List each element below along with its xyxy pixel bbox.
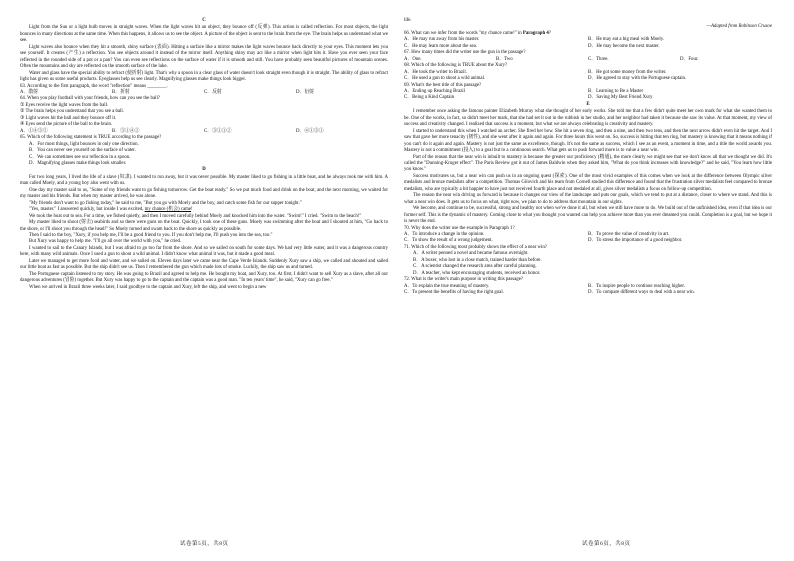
- passage-d-paragraph: For two long years, I lived the life of a slave (奴隶). I wanted to run away, but it was never possible. My master liked to go fishing in a little boat, and he always took me with him. A man called Moely, and a young boy also went with us.: [20, 174, 388, 187]
- section-c-heading: C: [202, 18, 206, 23]
- passage-d-paragraph: One day my master said to us, "Some of my friends want to go fishing tomorrow. Get the boat ready." So we put much food and drink on the boat, and the next morning, we waited for my master and his friends. But when my master arrived, he was alone.: [20, 187, 388, 200]
- question-text: 66. What can we infer from the words "my chance came!" in: [404, 30, 523, 36]
- question-67: 67. How many times did the writer use the gun in the passage?: [404, 50, 526, 56]
- question-64-step: ② The brain helps you understand that you see a ball.: [20, 109, 124, 115]
- option[interactable]: A．To explain the true meaning of mastery.: [404, 283, 490, 289]
- question-64-step: ④ Eyes send the picture of the ball to the brain.: [20, 122, 113, 128]
- option[interactable]: A．A writer penned a novel and became famous overnight.: [413, 251, 529, 257]
- option[interactable]: B．Two: [496, 56, 513, 62]
- passage-source: —Adapted from Robinson Crusoe: [706, 24, 772, 30]
- passage-d-paragraph: I wanted to sail to the Canary Islands, but I was afraid to go too far from the shore. And so we sailed on south for some days. We had very little water, and it was a dangerous country here, with many wild animals. Once I used a gun to shoot a wild animal. I didn't know what animal it was, but it made a good meal.: [20, 245, 388, 258]
- option[interactable]: B．③①④②: [112, 128, 140, 134]
- option[interactable]: B．To prove the value of creativity in art.: [588, 231, 670, 237]
- option[interactable]: B．He may eat a big meal with Moely.: [588, 37, 665, 43]
- option[interactable]: D．④①③①: [296, 128, 324, 134]
- option[interactable]: D．衍射: [296, 89, 315, 95]
- option[interactable]: B．折射: [112, 89, 130, 95]
- option[interactable]: C．Being a Kind Captain: [404, 95, 455, 101]
- option[interactable]: C．反射: [204, 89, 222, 95]
- question-71: 71. Which of the following most probably shows the effect of a near win?: [404, 244, 547, 250]
- option[interactable]: A．For most things, light bounces in only one direction.: [29, 141, 139, 147]
- question-65: 65. Which of the following statement is TRUE according to the passage?: [20, 135, 162, 141]
- question-65-options: [20, 142, 388, 168]
- section-e-heading: E: [586, 101, 590, 107]
- question-70-options: [404, 232, 772, 245]
- paragraph-text: !: [191, 207, 193, 213]
- option[interactable]: B．Learning to Be a Master: [588, 88, 644, 94]
- passage-e-paragraph: I started to understand this when I watched an archer. She fired her bow. She hit a seven ring, and then a nine, and then two tens, and then the next arrow didn't even hit the target. And I saw that gave her more tenacity (韧性), and she went after it again and again. For three hours this went on. So, success is hitting that ten ring, but mastery is knowing that it means nothing if you can't do it again and again. Mastery is not just the same as excellence, though. It's not the same as success, which I see as an event, a moment in time, and a title the world awards you. Mastery is not a commitment (投入) to a goal but to a continuous search. What gets us to push forward more is to value a near win.: [404, 128, 772, 154]
- question-68-options: [404, 70, 772, 83]
- question-64: 64. When you play football with your friends, how can you see the ball?: [20, 96, 160, 102]
- question-63: 63. According to the first paragraph, the word "reflection" means ________.: [20, 83, 168, 89]
- passage-e-paragraph: Success motivates us, but a near win can push us in an ongoing quest (探索). One of the most vivid examples of this comes when we look at the difference between Olympic silver medalists and bronze medalists after a competition. Thomas Gilovich and his team from Cornell studied this difference and found that the frustration silver medalists feel compared to bronze medalists, who are typically a bit happier to have just not received fourth place and not medaled at all, gives silver medalists a focus on follow-up competition.: [404, 173, 772, 192]
- option[interactable]: B．A boxer, who lost in a close match, trained harder than before.: [413, 257, 542, 263]
- passage-e-paragraph: Part of the reason that the near win is inbuilt to mastery is because the greater our proficiency (精通), the more clearly we might see that we don't know all that we thought we did. It's called the "Dunning-Kruger effect". The Paris Review got it out of James Baldwin when they asked him, "What do you think increases with knowledge?" and he said, "You learn how little you know.": [404, 154, 772, 173]
- passage-d-paragraph: When we arrived in Brazil three weeks later, I said goodbye to the captain and Xury, left the ship, and went to begin a new: [29, 284, 267, 290]
- passage-d-paragraph: My master liked to shoot (射击) seabirds and so there were guns on the boat. Quickly, I took one of these guns. Moely was swimming after the boat and I shouted at him, "Go back to the shore, or I'll shoot you through the head!" So Moely turned and swam back to the shore as quickly as possible.: [20, 220, 388, 232]
- question-69: 69. What's the best title of this passage?: [404, 82, 482, 88]
- question-72: 72. What is the writer's main purpose in writing this passage?: [404, 277, 524, 283]
- option[interactable]: B．He got some money from the writer.: [588, 69, 667, 75]
- page-footer-left: 试卷第5页，共8页: [180, 541, 229, 547]
- passage-c-paragraph-2: Light waves also bounce when they hit a smooth, shiny surface (表面). Hitting a surface like a mirror makes the light waves bounce back directly to your eyes. This moment lets you see yourself. It creates (产生) a reflection. You see objects around it instead of the mirror itself. Anything shiny may act like a mirror when light hits it. Have you ever seen your face reflected in the rounded side of a pot or a pan? You can even see reflections on the surface of water if it is smooth and still. You have probably seen beautiful pictures of mountain scenes. Often the mountains and sky are reflected on the smooth surface of the lake.: [20, 44, 388, 70]
- option[interactable]: C．He may learn more about the sea.: [404, 43, 478, 49]
- option[interactable]: D．Magnifying glasses make things look smaller.: [29, 160, 127, 166]
- question-64-step: ③ Light waves hit the ball and they bounce off it.: [20, 115, 117, 121]
- option[interactable]: D．He agreed to stay with the Portuguese captain.: [588, 76, 687, 82]
- option[interactable]: C．A scientist changed the research area after careful planning.: [413, 264, 537, 270]
- passage-e-paragraph: I remember once asking the famous painter Elizabeth Murray what she thought of her early works. She told me that a few didn't quite meet her own mark for what she wanted them to be. One of the works, in fact, so didn't meet her mark, that she had set it out in the rubbish in her studio, and her neighbor had taken it because she saw its value. At that moment, my view of success and creativity changed. I realized that success is a moment, but what we are always celebrating is creativity and mastery.: [404, 109, 772, 128]
- option[interactable]: A．He may run away from his master.: [404, 37, 480, 43]
- passage-d-end: life.: [404, 18, 412, 23]
- underlined-phrase: my chance (机会) came: [144, 207, 192, 213]
- option[interactable]: A．He took the writer to Brazil.: [404, 69, 467, 75]
- question-69-options: [404, 89, 772, 102]
- section-d-heading: D: [202, 167, 206, 173]
- left-column: [20, 18, 388, 291]
- option[interactable]: A．①④③②: [20, 128, 48, 134]
- question-72-options: [404, 284, 772, 297]
- question-71-options: [404, 251, 772, 277]
- passage-d-paragraph: But Xury was happy to help me. "I'll go all over the world with you," he cried.: [29, 239, 182, 245]
- passage-d-paragraph: The Portuguese captain listened to my story. He was going to Brazil and agreed to help me. He bought my boat, and Xury, too. At first, I didn't want to sell Xury as a slave, after all our dangerous adventures (冒险) together. But Xury was happy to go to the captain and the captain was a good man. "In ten years' time", he said, "Xury can go free.": [20, 271, 388, 284]
- passage-d-paragraph: Later we managed to get more food and water, and we sailed on. Eleven days later we came near the Cape Verde Islands. Suddenly Xury saw a ship, we called and shouted and sailed our little boat as fast as possible. But the ship didn't see us. Then I remembered the gun which made lots of smoke. Luckily, the ship saw us and turned.: [20, 258, 388, 271]
- option[interactable]: C．We can sometimes see our reflection in a spoon.: [29, 154, 131, 160]
- option[interactable]: A．散射: [20, 89, 39, 95]
- option[interactable]: A．To introduce a change in the opinion.: [404, 231, 485, 237]
- option[interactable]: B．To inspire people to continue reaching higher.: [588, 283, 685, 289]
- question-66-options: [404, 37, 772, 50]
- option[interactable]: D．Four.: [680, 56, 699, 62]
- option[interactable]: C．Three.: [588, 56, 609, 62]
- option[interactable]: D．To compare different ways to deal with a near win.: [588, 290, 695, 296]
- option[interactable]: C．To present the benefits of having the right goal.: [404, 290, 504, 296]
- option[interactable]: D．Saving My Best Friend Xury: [588, 95, 653, 101]
- passage-c-paragraph-1: Light from the Sun or a light bulb moves in straight waves. When the light waves hit an object, they bounce off (反弹). This action is called reflection. For most objects, the light bounces in many directions at the same time. When this happens, it allows us to see the object. A picture of the object is sent to the brain from the eye. The brain helps us understand what we see.: [20, 25, 388, 44]
- question-64-step: ① Eyes receive the light waves from the ball.: [20, 102, 109, 108]
- question-text: ?: [548, 30, 551, 36]
- question-68: 68. Which of the following is TRUE about the Xury?: [404, 63, 508, 69]
- option[interactable]: D．A teacher, who kept encouraging students, received an honor.: [413, 270, 541, 276]
- option[interactable]: C．He used a gun to shoot a wild animal.: [404, 76, 486, 82]
- option[interactable]: A．Ending up Reaching Brazil: [404, 88, 465, 94]
- passage-d-paragraph: Then I said to the boy, "Xury, if you help me, I'll be a good friend to you. If you don't help me, I'll push you into the sea, too.": [29, 232, 273, 238]
- option[interactable]: B．You can never see yourself on the surface of water.: [29, 148, 136, 154]
- option[interactable]: D．He may become the next master.: [588, 43, 660, 49]
- paragraph-text: "Yes, master." I answered quickly, but inside I was excited,: [29, 207, 145, 213]
- right-column: [404, 18, 772, 296]
- passage-e-paragraph: The reason the near win driving us forward is because it changes our view of the landscape and puts our goals, which we tend to put at a distance, closer to where we stand. And this is what a near win does. It gets us to focus on what, right now, we plan to do to address that mountain in our sights.: [404, 193, 772, 205]
- option[interactable]: C．To show the result of a wrong judgement.: [404, 238, 493, 244]
- option[interactable]: A．One.: [404, 56, 422, 62]
- question-emphasis: Paragraph 4: [522, 30, 549, 36]
- option[interactable]: D．To stress the importance of a good neighbor.: [588, 238, 683, 244]
- option[interactable]: C．③①①②: [204, 128, 232, 134]
- passage-d-paragraph: We took the boat out to sea. For a time, we fished quietly, and then I moved carefully behind Moely and knocked him into the water. "Swim!" I cried. "Swim to the beach!": [29, 213, 362, 219]
- passage-c-paragraph-3: Water and glass have the special ability to refract (使折射) light. That's why a spoon in a clear glass of water doesn't look straight even though it is straight. The ability of glass to refract light has given us some useful products. Eyeglasses help us see clearly. Magnifying glasses make things look bigger.: [20, 70, 388, 83]
- passage-d-paragraph: "My friends don't want to go fishing today," he said to me, "But you go with Moely and the boy, and catch some fish for our supper tonight.": [29, 200, 302, 206]
- page-footer-right: 试卷第6页，共8页: [582, 541, 631, 547]
- question-70: 70. Why does the writer use the example in Paragraph 1?: [404, 225, 515, 231]
- passage-e-paragraph: We become, and continue to be, successful, strong and healthy not when we've done it all, but when we still have more to do. We build out of the unfinished idea, even if that idea is our former self. This is the dynamic of mastery. Coming close to what you thought you wanted can help you achieve more than you ever dreamed you could. Completion is a goal, but we hope it is never the end.: [404, 206, 772, 225]
